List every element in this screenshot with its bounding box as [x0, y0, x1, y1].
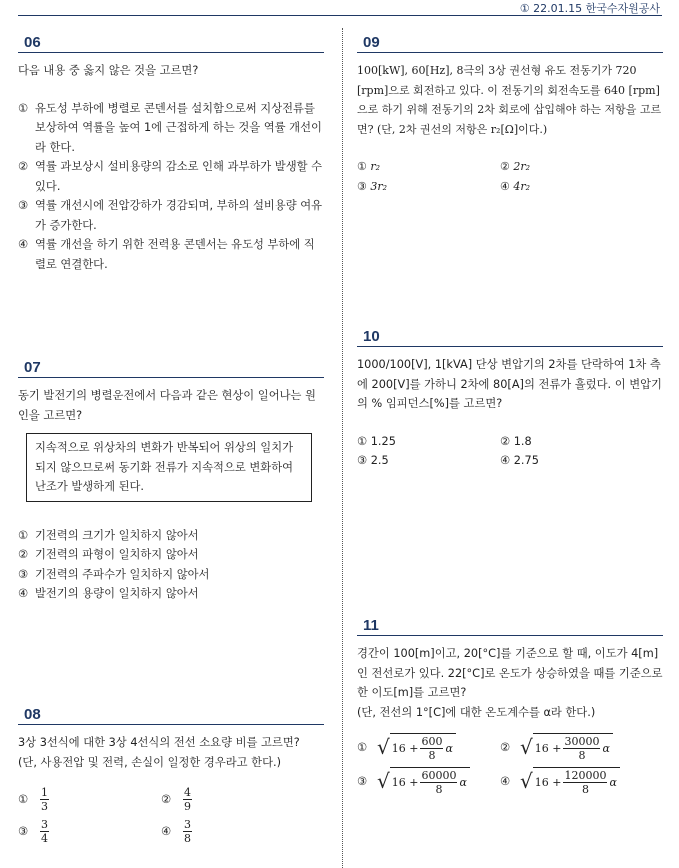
- option-number: ④: [500, 454, 511, 467]
- denominator: 4: [41, 831, 48, 845]
- numerator: 3: [184, 817, 191, 831]
- question-number: 07: [18, 359, 324, 378]
- option-3[interactable]: [357, 768, 500, 794]
- denominator: 9: [184, 799, 191, 813]
- radical-sign: √: [520, 769, 533, 793]
- option-number: ①: [357, 160, 367, 173]
- radical-sign: √: [520, 735, 533, 759]
- denominator: 8: [581, 782, 589, 796]
- expression-base: 16 +: [534, 775, 562, 789]
- numerator: 600: [421, 734, 443, 748]
- question-text: 1000/100[V], 1[kVA] 단상 변압기의 2차를 단락하여 1차 측에 200[V]를 가하니 2차에 80[A]의 전류가 흘렀다. 이 변압기의 % 임피던스[%]를 고르면?: [357, 358, 662, 410]
- option-number: ③: [18, 567, 29, 581]
- exam-source: ① 22.01.15 한국수자원공사: [519, 2, 660, 15]
- option-1[interactable]: [357, 432, 500, 452]
- question-number: 11: [357, 617, 663, 636]
- sqrt-expression: [520, 733, 613, 762]
- fraction: [183, 786, 192, 813]
- option-1[interactable]: [357, 734, 500, 760]
- denominator: 3: [41, 799, 48, 813]
- option-text: 유도성 부하에 병렬로 콘덴서를 설치함으로써 지상전류를 보상하여 역률을 높여 1에 근접하게 하는 것을 역률 개선이라 한다.: [35, 101, 322, 154]
- question-number: 08: [18, 706, 324, 725]
- option-4[interactable]: [500, 768, 643, 794]
- option-2[interactable]: [500, 157, 643, 177]
- denominator: 8: [184, 831, 191, 845]
- option-text: 역률 과보상시 설비용량의 감소로 인해 과부하가 발생할 수 있다.: [35, 160, 323, 193]
- option-number: ③: [357, 774, 368, 788]
- numerator: 60000: [421, 768, 457, 782]
- fraction: [40, 818, 49, 845]
- option-number: ③: [18, 199, 29, 212]
- option-number: ②: [500, 740, 511, 754]
- expression-base: 16 +: [391, 775, 419, 789]
- option-text: 3r₂: [370, 179, 388, 193]
- option-4[interactable]: [500, 177, 643, 197]
- column-divider: [342, 28, 343, 868]
- option-text: 역률 개선을 하기 위한 전력용 콘덴서는 유도성 부하에 직렬로 연결한다.: [35, 238, 315, 271]
- numerator: 4: [184, 785, 191, 799]
- option-number: ①: [18, 792, 29, 806]
- option-3[interactable]: [357, 177, 500, 197]
- option-text: 역률 개선시에 전압강하가 경감되며, 부하의 설비용량 여유가 증가한다.: [35, 199, 323, 232]
- option-2[interactable]: [18, 545, 324, 565]
- option-2[interactable]: [161, 786, 304, 812]
- numerator: 3: [41, 817, 48, 831]
- option-number: ②: [161, 792, 172, 806]
- page-header: [18, 0, 662, 16]
- option-4[interactable]: [161, 818, 304, 844]
- option-number: ②: [18, 548, 29, 561]
- option-3[interactable]: [18, 196, 324, 235]
- option-text: 2.75: [513, 454, 539, 467]
- option-4[interactable]: [18, 584, 324, 604]
- question-text: 동기 발전기의 병렬운전에서 다음과 같은 현상이 일어나는 원인을 고르면?: [18, 389, 316, 422]
- question-text: 경간이 100[m]이고, 20[°C]를 기준으로 할 때, 이도가 4[m]인 전선로가 있다. 22[°C]로 온도가 상승하였을 때를 기준으로 한 이도[m]를 고르면?: [357, 647, 663, 699]
- option-number: ④: [161, 824, 172, 838]
- option-number: ②: [500, 434, 511, 448]
- option-text: 2r₂: [513, 160, 531, 173]
- option-number: ④: [18, 238, 29, 251]
- question-number: 09: [357, 34, 663, 53]
- option-number: ①: [357, 434, 368, 448]
- option-number: ④: [500, 179, 510, 193]
- question-note: (단, 사용전압 및 전력, 손실이 일정한 경우라고 한다.): [18, 755, 281, 769]
- question-06: [18, 34, 324, 274]
- option-2[interactable]: [500, 432, 643, 452]
- question-10: [357, 328, 663, 471]
- condition-box: 지속적으로 위상차의 변화가 반복되어 위상의 일치가 되지 않으므로써 동기화 전류가 지속적으로 변화하여 난조가 발생하게 된다.: [26, 433, 312, 502]
- option-1[interactable]: [357, 157, 500, 177]
- option-text: 2.5: [370, 454, 389, 467]
- numerator: 30000: [564, 734, 600, 748]
- option-number: ③: [357, 179, 367, 193]
- question-text: 100[kW], 60[Hz], 8극의 3상 권선형 유도 전동기가 720 [rpm]으로 회전하고 있다. 이 전동기의 회전속도를 640 [rpm]으로 하기 위해 전동기의 2차 회로에 삽입해야 하는 저항을 고르면? (단, 2차 권선의 저항은 r₂[Ω]이다.): [357, 64, 662, 136]
- option-text: 4r₂: [513, 179, 531, 193]
- question-number: 10: [357, 328, 663, 347]
- option-text: 발전기의 용량이 일치하지 않아서: [35, 587, 199, 600]
- option-text: 기전력의 파형이 일치하지 않아서: [35, 548, 199, 561]
- question-08: [18, 706, 324, 844]
- denominator: 8: [435, 782, 443, 796]
- question-note: (단, 전선의 1°[C]에 대한 온도계수를 α라 한다.): [357, 705, 596, 719]
- numerator: 1: [41, 785, 48, 799]
- sqrt-expression: [377, 767, 470, 796]
- question-number: 06: [18, 34, 324, 53]
- option-number: ④: [18, 587, 29, 600]
- question-09: [357, 34, 663, 196]
- option-1[interactable]: [18, 786, 161, 812]
- option-4[interactable]: [500, 451, 643, 471]
- option-3[interactable]: [357, 451, 500, 471]
- expression-base: 16 +: [391, 741, 419, 755]
- option-1[interactable]: [18, 99, 324, 158]
- expression-base: 16 +: [534, 741, 562, 755]
- denominator: 8: [578, 748, 586, 762]
- denominator: 8: [428, 748, 436, 762]
- fraction: [40, 786, 49, 813]
- option-4[interactable]: [18, 235, 324, 274]
- alpha: α: [609, 775, 617, 789]
- question-text: 다음 내용 중 옳지 않은 것을 고르면?: [18, 64, 199, 77]
- option-text: 1.8: [513, 434, 532, 448]
- option-text: r₂: [370, 160, 381, 173]
- option-number: ①: [18, 528, 29, 542]
- option-3[interactable]: [18, 818, 161, 844]
- option-number: ①: [18, 101, 29, 115]
- option-number: ③: [357, 454, 368, 467]
- alpha: α: [459, 775, 467, 789]
- radical-sign: √: [377, 735, 390, 759]
- numerator: 120000: [564, 768, 607, 782]
- question-11: [357, 617, 663, 794]
- alpha: α: [445, 741, 453, 755]
- alpha: α: [602, 741, 610, 755]
- question-07: [18, 359, 324, 604]
- option-3[interactable]: [18, 565, 324, 585]
- option-text: 기전력의 크기가 일치하지 않아서: [35, 528, 199, 542]
- option-number: ②: [500, 160, 510, 173]
- radical-sign: √: [377, 769, 390, 793]
- option-1[interactable]: [18, 526, 324, 546]
- sqrt-expression: [520, 767, 620, 796]
- option-number: ④: [500, 774, 511, 788]
- fraction: [183, 818, 192, 845]
- question-text: 3상 3선식에 대한 3상 4선식의 전선 소요량 비를 고르면?: [18, 736, 300, 749]
- option-text: 기전력의 주파수가 일치하지 않아서: [35, 567, 210, 581]
- option-number: ③: [18, 824, 29, 838]
- option-2[interactable]: [500, 734, 643, 760]
- option-number: ①: [357, 740, 368, 754]
- option-number: ②: [18, 160, 29, 173]
- option-2[interactable]: [18, 157, 324, 196]
- option-text: 1.25: [370, 434, 396, 448]
- sqrt-expression: [377, 733, 456, 762]
